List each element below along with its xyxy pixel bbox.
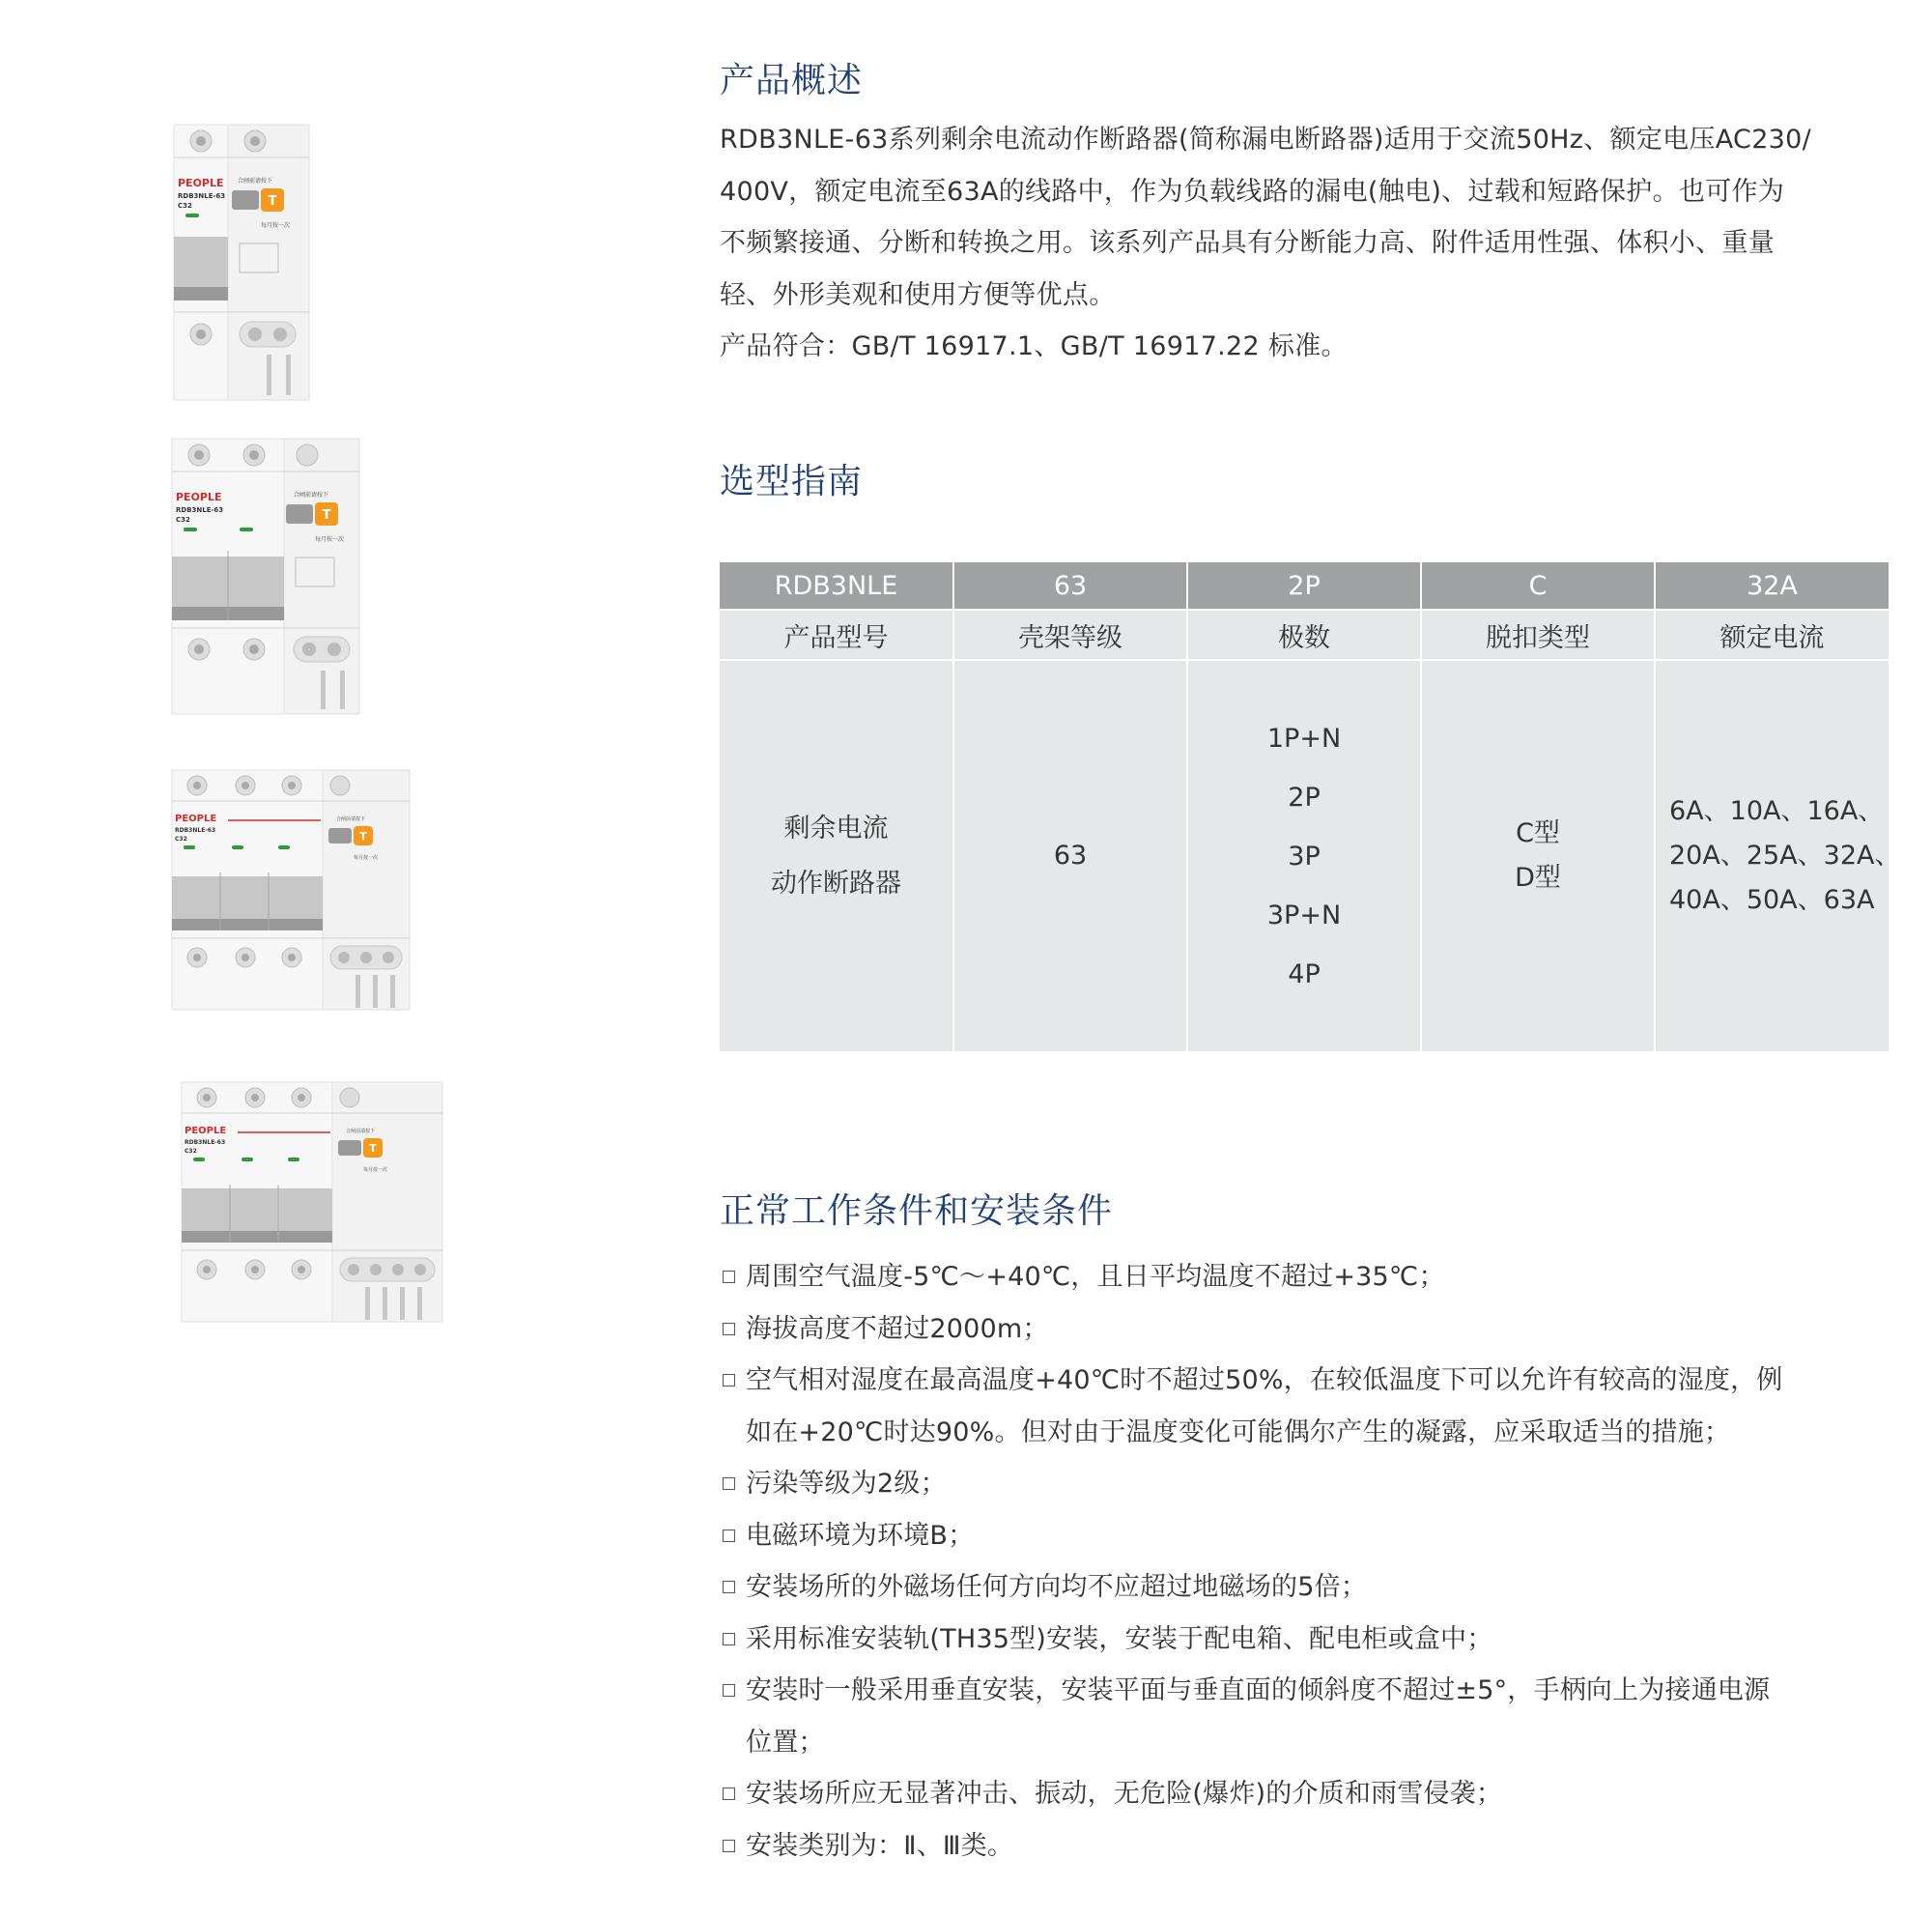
rating-label: C32 — [178, 202, 192, 210]
model-label: RDB3NLE-63 — [176, 506, 224, 514]
current-option-line: 40A、50A、63A — [1669, 885, 1875, 915]
overview-line: 400V，额定电流至63A的线路中，作为负载线路的漏电(触电)、过载和短路保护。也可作为 — [720, 176, 1785, 207]
current-options-cell — [1655, 660, 1901, 1052]
poles-options-cell — [1187, 660, 1421, 1052]
product-name-cell — [720, 660, 953, 1052]
condition-item: 周围空气温度-5℃～+40℃，且日平均温度不超过+35℃； — [720, 1251, 1893, 1303]
checkbox-bullet-icon — [723, 1323, 735, 1335]
product-name-line: 剩余电流 — [783, 814, 889, 844]
label-row — [720, 610, 1889, 660]
condition-item: 电磁环境为环境B； — [720, 1510, 1893, 1562]
code-cell-series: RDB3NLE — [720, 562, 953, 610]
brand-label: PEOPLE — [178, 177, 224, 189]
breaker-3pn-image — [170, 768, 412, 1014]
checkbox-bullet-icon — [723, 1530, 735, 1542]
condition-item: 安装时一般采用垂直安装，安装平面与垂直面的倾斜度不超过±5°，手柄向上为接通电源 位置； — [720, 1665, 1893, 1768]
current-option-line: 20A、25A、32A、 — [1669, 841, 1901, 871]
condition-item: 安装场所应无显著冲击、振动，无危险(爆炸)的介质和雨雪侵袭； — [720, 1768, 1893, 1820]
pole-option: 2P — [1288, 782, 1321, 813]
conditions-list — [720, 1251, 1893, 1872]
condition-item: 安装场所的外磁场任何方向均不应超过地磁场的5倍； — [720, 1561, 1893, 1614]
warn-label: 合闸前请按下 — [294, 492, 329, 499]
product-image-3pn — [170, 768, 412, 1014]
frame-value-cell: 63 — [953, 660, 1187, 1052]
pole-option: 3P+N — [1266, 900, 1342, 930]
pole-option: 4P — [1288, 958, 1321, 989]
test-button-label: T — [268, 194, 277, 209]
checkbox-bullet-icon — [723, 1787, 735, 1800]
model-label: RDB3NLE-63 — [185, 1139, 226, 1146]
overview-line: 轻、外形美观和使用方便等优点。 — [720, 279, 1116, 310]
brand-label: PEOPLE — [175, 814, 217, 824]
trip-option: C型 — [1516, 818, 1560, 848]
code-cell-current: 32A — [1655, 562, 1889, 610]
overview-heading: 产品概述 — [720, 61, 864, 100]
checkbox-bullet-icon — [723, 1684, 735, 1697]
conditions-heading: 正常工作条件和安装条件 — [720, 1191, 1114, 1231]
product-name-line: 动作断路器 — [771, 869, 901, 899]
current-option-line: 6A、10A、16A、 — [1669, 796, 1885, 826]
condition-item: 安装类别为：Ⅱ、Ⅲ类。 — [720, 1820, 1893, 1873]
condition-item: 采用标准安装轨(TH35型)安装，安装于配电箱、配电柜或盒中； — [720, 1614, 1893, 1666]
rating-label: C32 — [176, 516, 190, 524]
rating-label: C32 — [175, 836, 187, 843]
condition-item: 空气相对湿度在最高温度+40℃时不超过50%，在较低温度下可以允许有较高的湿度，例 如在+20℃时达90%。但对由于温度变化可能偶尔产生的凝露，应采取适当的措施； — [720, 1355, 1893, 1458]
warn-label: 合闸前请按下 — [238, 178, 273, 185]
model-label: RDB3NLE-63 — [175, 827, 216, 834]
pole-option: 1P+N — [1266, 723, 1342, 754]
checkbox-bullet-icon — [723, 1374, 735, 1387]
test-button-label: T — [359, 830, 367, 843]
brand-label: PEOPLE — [176, 491, 222, 503]
checkbox-bullet-icon — [723, 1581, 735, 1593]
monthly-label: 每月按一次 — [363, 1167, 388, 1173]
breaker-2p-image — [170, 437, 363, 719]
code-cell-poles: 2P — [1187, 562, 1421, 610]
breaker-4p-image — [180, 1080, 445, 1326]
label-cell-poles: 极数 — [1187, 610, 1421, 660]
monthly-label: 每月按一次 — [261, 222, 291, 229]
monthly-label: 每月按一次 — [315, 536, 345, 543]
label-cell-current: 额定电流 — [1655, 610, 1889, 660]
test-button-label: T — [369, 1142, 377, 1155]
breaker-1pn-image — [172, 123, 317, 405]
condition-item: 污染等级为2级； — [720, 1458, 1893, 1510]
overview-standards: 产品符合：GB/T 16917.1、GB/T 16917.22 标准。 — [720, 331, 1348, 361]
condition-item: 海拔高度不超过2000m； — [720, 1303, 1893, 1356]
model-label: RDB3NLE-63 — [178, 192, 226, 200]
selection-table — [720, 562, 1901, 1053]
product-images — [0, 0, 696, 1916]
rating-label: C32 — [185, 1148, 197, 1155]
product-image-2p — [170, 437, 363, 719]
code-row — [720, 562, 1889, 610]
pole-option: 3P — [1288, 841, 1321, 872]
label-cell-trip: 脱扣类型 — [1421, 610, 1655, 660]
product-image-1pn — [172, 123, 317, 405]
warn-label: 合闸前请按下 — [336, 816, 366, 822]
checkbox-bullet-icon — [723, 1840, 735, 1852]
overview-line: 不频繁接通、分断和转换之用。该系列产品具有分断能力高、附件适用性强、体积小、重量 — [720, 228, 1775, 258]
overview-line: RDB3NLE-63系列剩余电流动作断路器(简称漏电断路器)适用于交流50Hz、额定电压AC230/ — [720, 125, 1812, 155]
code-cell-trip: C — [1421, 562, 1655, 610]
test-button-label: T — [322, 508, 331, 523]
warn-label: 合闸前请按下 — [346, 1129, 376, 1134]
checkbox-bullet-icon — [723, 1633, 735, 1645]
trip-options-cell — [1421, 660, 1655, 1052]
brand-label: PEOPLE — [185, 1126, 227, 1136]
code-cell-frame: 63 — [953, 562, 1187, 610]
monthly-label: 每月按一次 — [354, 855, 379, 861]
overview-text — [720, 114, 1893, 373]
label-cell-model: 产品型号 — [720, 610, 953, 660]
product-image-4p — [180, 1080, 445, 1326]
checkbox-bullet-icon — [723, 1271, 735, 1283]
trip-option: D型 — [1515, 863, 1561, 893]
checkbox-bullet-icon — [723, 1477, 735, 1490]
label-cell-frame: 壳架等级 — [953, 610, 1187, 660]
options-row — [720, 660, 1889, 1052]
selection-heading: 选型指南 — [720, 462, 864, 501]
